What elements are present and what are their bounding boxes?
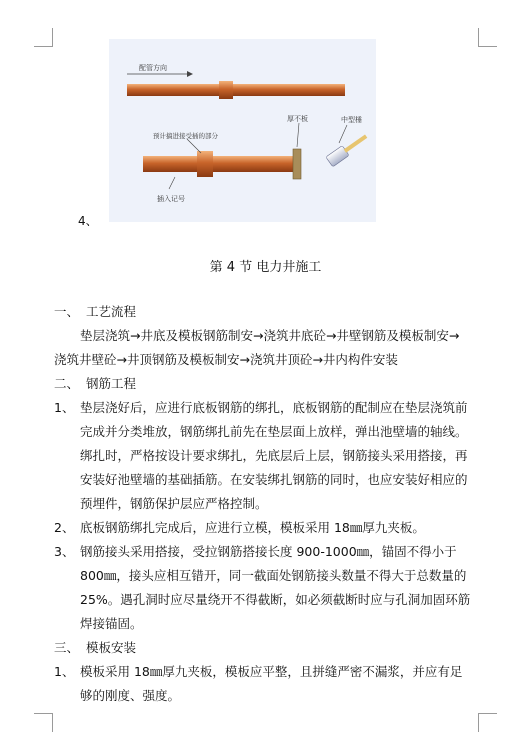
- joint-label: 预计搞进接受插的部分: [153, 132, 218, 140]
- list-item-line: 完成并分类堆放，钢筋绑扎前先在垫层面上放样，弹出池壁墙的轴线。: [80, 424, 468, 439]
- crop-mark-bottom-right: [478, 713, 497, 732]
- list-item-text: 垫层浇好后，应进行底板钢筋的绑扎，底板钢筋的配制应在垫层浇筑前: [80, 400, 468, 415]
- list-item-text: 模板采用 18㎜厚九夹板，模板应平整，且拼缝严密不漏浆，并应有足: [80, 664, 463, 679]
- paragraph-line: 垫层浇筑→井底及模板钢筋制安→浇筑井底砼→井壁钢筋及模板制安→: [80, 328, 460, 343]
- section-heading-text: 工艺流程: [86, 304, 137, 319]
- section-heading-text: 钢筋工程: [86, 376, 137, 391]
- crop-mark-top-left: [34, 28, 53, 47]
- section-number: 一、: [54, 304, 80, 319]
- section-number: 二、: [54, 376, 80, 391]
- thick-plate: [293, 149, 301, 179]
- list-item: [54, 518, 425, 536]
- top-pipe-socket: [219, 81, 233, 99]
- list-item-line: 够的刚度、强度。: [80, 688, 181, 703]
- list-item: [54, 662, 462, 680]
- direction-label: 配管方向: [139, 64, 167, 72]
- hammer-icon: [326, 131, 370, 167]
- list-item: [54, 542, 457, 560]
- list-item-number: 1、: [54, 664, 75, 679]
- section-heading-rebar: [54, 374, 136, 392]
- pipe-diagram: [109, 39, 376, 222]
- list-item-line: 绑扎时，严格按设计要求绑扎，先底层后上层，钢筋接头采用搭接，再: [80, 448, 468, 463]
- list-item-number: 1、: [54, 400, 75, 415]
- hammer-label: 中型棰: [341, 116, 362, 124]
- crop-mark-bottom-left: [34, 713, 53, 732]
- bottom-pipe-socket: [197, 151, 213, 177]
- list-item-line: 预埋件，钢筋保护层应严格控制。: [80, 496, 268, 511]
- list-item-text: 底板钢筋绑扎完成后，应进行立模，模板采用 18㎜厚九夹板。: [80, 520, 425, 535]
- figure-number: 4、: [78, 214, 98, 228]
- section-number: 三、: [54, 640, 80, 655]
- list-item-number: 2、: [54, 520, 75, 535]
- plate-label: 厚不板: [287, 115, 308, 123]
- list-item-text: 钢筋接头采用搭接，受拉钢筋搭接长度 900-1000㎜，锚固不得小于: [80, 544, 457, 559]
- list-item-line: 800㎜，接头应相互错开，同一截面处钢筋接头数量不得大于总数量的: [80, 568, 467, 583]
- pipe-installation-figure: [109, 39, 376, 222]
- section-heading-text: 模板安装: [86, 640, 137, 655]
- paragraph-line: 浇筑井壁砼→井顶钢筋及模板制安→浇筑井顶砼→井内构件安装: [54, 352, 398, 367]
- bottom-pipe: [143, 156, 293, 172]
- list-item-line: 25%。遇孔洞时应尽量绕开不得截断，如必须截断时应与孔洞加固环筋: [80, 592, 471, 607]
- section-heading-process: [54, 302, 136, 320]
- list-item-line: 安装好池壁墙的基础插筋。在安装绑扎钢筋的同时，也应安装好相应的: [80, 472, 468, 487]
- list-item-line: 焊接锚固。: [80, 616, 143, 631]
- list-item-number: 3、: [54, 544, 75, 559]
- crop-mark-top-right: [478, 28, 497, 47]
- mark-label: 插入记号: [157, 195, 185, 203]
- section-heading-formwork: [54, 638, 136, 656]
- list-item: [54, 398, 468, 416]
- top-pipe: [127, 84, 345, 96]
- section-title: 第 4 节 电力井施工: [209, 260, 322, 275]
